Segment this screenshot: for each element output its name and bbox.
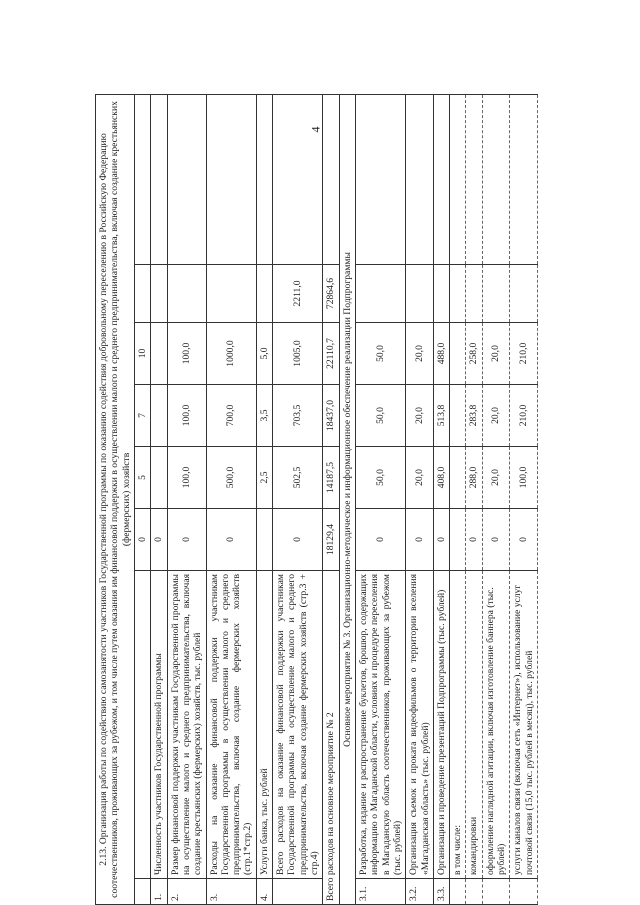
- col-empty: [134, 879, 150, 905]
- cell-7: 18437,0: [323, 385, 339, 447]
- cell-0: 0: [510, 509, 538, 571]
- cell-5: 50,0: [355, 447, 405, 509]
- cell-0: 0: [151, 509, 167, 571]
- cell-10: 100,0: [167, 323, 206, 385]
- cell-0: 0: [433, 509, 449, 571]
- table-row: [151, 94, 167, 904]
- col-empty: [134, 571, 150, 879]
- row-number: [482, 879, 510, 905]
- cell-empty: [510, 265, 538, 323]
- row-text: в том числе:: [450, 571, 466, 879]
- section-3-row: [339, 94, 355, 904]
- row-number: [510, 879, 538, 905]
- cell-total: 72864,6: [323, 265, 339, 323]
- col-empty: [134, 265, 150, 323]
- row-number: 3.: [206, 879, 256, 905]
- page-number: 4: [308, 126, 323, 133]
- budget-table: [95, 94, 538, 905]
- cell-7: 50,0: [355, 385, 405, 447]
- cell-empty: [450, 94, 466, 264]
- cell-10: 22110,7: [323, 323, 339, 385]
- row-text: услуги каналов связи (включая сеть «Интернет»), использование услуг почтовой связи (15,0 тыс. рублей в месяц), тыс. рублей: [510, 571, 538, 879]
- cell-5: 20,0: [406, 447, 434, 509]
- table-row-total: [323, 94, 339, 904]
- table-row: [466, 94, 482, 904]
- section-2-13-header: 2.13. Организация работы по содействию самозанятости участников Государственной программы по оказанию содействия добровольному переселению в Российскую Федерацию соотечественников, проживающих за рубежом, и том числе путем оказания им финансовой поддержки в осуществлении малого и среднего предпринимательства, включая создание крестьянских (фермерских) хозяйств: [96, 94, 135, 904]
- col-header-5: 5: [134, 447, 150, 509]
- section-3-header: Основное мероприятие № 3. Организационно-методическое и информационное обеспечение реализации Подпрограммы: [339, 94, 355, 904]
- cell-5: [151, 447, 167, 509]
- cell-5: 14187,5: [323, 447, 339, 509]
- cell-empty: [433, 265, 449, 323]
- cell-0: 0: [167, 509, 206, 571]
- table-row: [450, 94, 466, 904]
- row-text: командировки: [466, 571, 482, 879]
- table-row: [406, 94, 434, 904]
- cell-10: 20,0: [406, 323, 434, 385]
- cell-5: 20,0: [482, 447, 510, 509]
- cell-0: 0: [273, 509, 323, 571]
- header-row: [96, 94, 135, 904]
- col-header-7: 7: [134, 385, 150, 447]
- row-number: [466, 879, 482, 905]
- cell-0: 0: [355, 509, 405, 571]
- cell-10: 5,0: [256, 323, 272, 385]
- cell-empty: [273, 94, 323, 264]
- cell-empty: [406, 265, 434, 323]
- cell-7: [151, 385, 167, 447]
- cell-0: 0: [466, 509, 482, 571]
- cell-0: [450, 509, 466, 571]
- cell-7: 703,5: [273, 385, 323, 447]
- cell-7: 700,0: [206, 385, 256, 447]
- row-number: 4.: [256, 879, 272, 905]
- cell-10: 50,0: [355, 323, 405, 385]
- cell-empty: [355, 94, 405, 264]
- row-number: 2.: [167, 879, 206, 905]
- cell-7: 100,0: [167, 385, 206, 447]
- cell-empty: [433, 94, 449, 264]
- row-text: Разработка, издание и распространение буклетов, брошюр, содержащих информацию о Магаданской области, условиях и процедуре переселения в Магаданскую область соотечественников, проживающих за рубежом (тыс. рублей): [355, 571, 405, 879]
- row-text: Размер финансовой поддержки участникам Государственной программы на осуществление малого и среднего предпринимательства, включая создание крестьянских (фермерских) хозяйств, тыс. рублей: [167, 571, 206, 879]
- cell-5: 100,0: [510, 447, 538, 509]
- cell-7: 3,5: [256, 385, 272, 447]
- row-text: Всего расходов на основное мероприятие № 2: [323, 571, 339, 905]
- cell-10: 210,0: [510, 323, 538, 385]
- table-row: [433, 94, 449, 904]
- row-text: оформление наглядной агитации, включая изготовление баннера (тыс. рублей): [482, 571, 510, 879]
- cell-empty: [510, 94, 538, 264]
- col-header-10: 10: [134, 323, 150, 385]
- cell-0: 0: [206, 509, 256, 571]
- cell-empty: [482, 94, 510, 264]
- cell-empty: [466, 94, 482, 264]
- cell-empty: [151, 94, 167, 264]
- row-text: Услуги банка, тыс. рублей: [256, 571, 272, 879]
- cell-7: 20,0: [482, 385, 510, 447]
- cell-total: 2211,0: [273, 265, 323, 323]
- cell-0: [256, 509, 272, 571]
- cell-empty: [450, 265, 466, 323]
- row-number: 1.: [151, 879, 167, 905]
- cell-0: 18129,4: [323, 509, 339, 571]
- cell-total: [256, 265, 272, 323]
- cell-empty: [466, 265, 482, 323]
- cell-total: [151, 265, 167, 323]
- cell-7: 513,8: [433, 385, 449, 447]
- row-number: 3.2.: [406, 879, 434, 905]
- table-row: [482, 94, 510, 904]
- col-empty: [134, 94, 150, 264]
- cell-10: 1005,0: [273, 323, 323, 385]
- table-row: [355, 94, 405, 904]
- cell-empty: [406, 94, 434, 264]
- cell-7: 210,0: [510, 385, 538, 447]
- cell-10: 20,0: [482, 323, 510, 385]
- cell-5: 502,5: [273, 447, 323, 509]
- cell-10: [450, 323, 466, 385]
- table-row: [510, 94, 538, 904]
- table-row: [167, 94, 206, 904]
- cell-7: [450, 385, 466, 447]
- cell-empty: [323, 94, 339, 264]
- row-text: Организация съемок и проката видеофильмов о территории вселения «Магаданская область» (тыс. рублей): [406, 571, 434, 879]
- cell-0: 0: [482, 509, 510, 571]
- cell-7: 20,0: [406, 385, 434, 447]
- cell-5: 408,0: [433, 447, 449, 509]
- cell-empty: [256, 94, 272, 264]
- cell-total: [167, 265, 206, 323]
- row-number: [273, 879, 323, 905]
- cell-empty: [206, 94, 256, 264]
- cell-0: 0: [406, 509, 434, 571]
- cell-empty: [167, 94, 206, 264]
- cell-empty: [482, 265, 510, 323]
- table-row: [256, 94, 272, 904]
- table-row: [273, 94, 323, 904]
- cell-empty: [355, 265, 405, 323]
- row-text: Расходы на оказание финансовой поддержки участникам Государственной программы в осуществлении малого и среднего предпринимательства, включая создание фермерских хозяйств (стр.1*стр.2): [206, 571, 256, 879]
- cell-7: 283,8: [466, 385, 482, 447]
- cell-total: [206, 265, 256, 323]
- row-text: Численность участников Государственной программы: [151, 571, 167, 879]
- cell-5: 500,0: [206, 447, 256, 509]
- cell-5: 2,5: [256, 447, 272, 509]
- row-number: [450, 879, 466, 905]
- row-text: Организация и проведение презентаций Подпрограммы (тыс. рублей): [433, 571, 449, 879]
- table-row: [206, 94, 256, 904]
- cell-10: 488,0: [433, 323, 449, 385]
- cell-10: 1000,0: [206, 323, 256, 385]
- row-number: 3.3.: [433, 879, 449, 905]
- cell-10: 258,0: [466, 323, 482, 385]
- row-number: 3.1.: [355, 879, 405, 905]
- row-text: Всего расходов на оказание финансовой поддержки участникам Государственной программы на осуществление малого и среднего предпринимательства, включая создание фермерских хозяйств (стр.3 + стр.4): [273, 571, 323, 879]
- columns-row: [134, 94, 150, 904]
- cell-5: 288,0: [466, 447, 482, 509]
- rotated-table-wrapper: [95, 95, 545, 905]
- col-header-0: 0: [134, 509, 150, 571]
- cell-5: [450, 447, 466, 509]
- cell-10: [151, 323, 167, 385]
- cell-5: 100,0: [167, 447, 206, 509]
